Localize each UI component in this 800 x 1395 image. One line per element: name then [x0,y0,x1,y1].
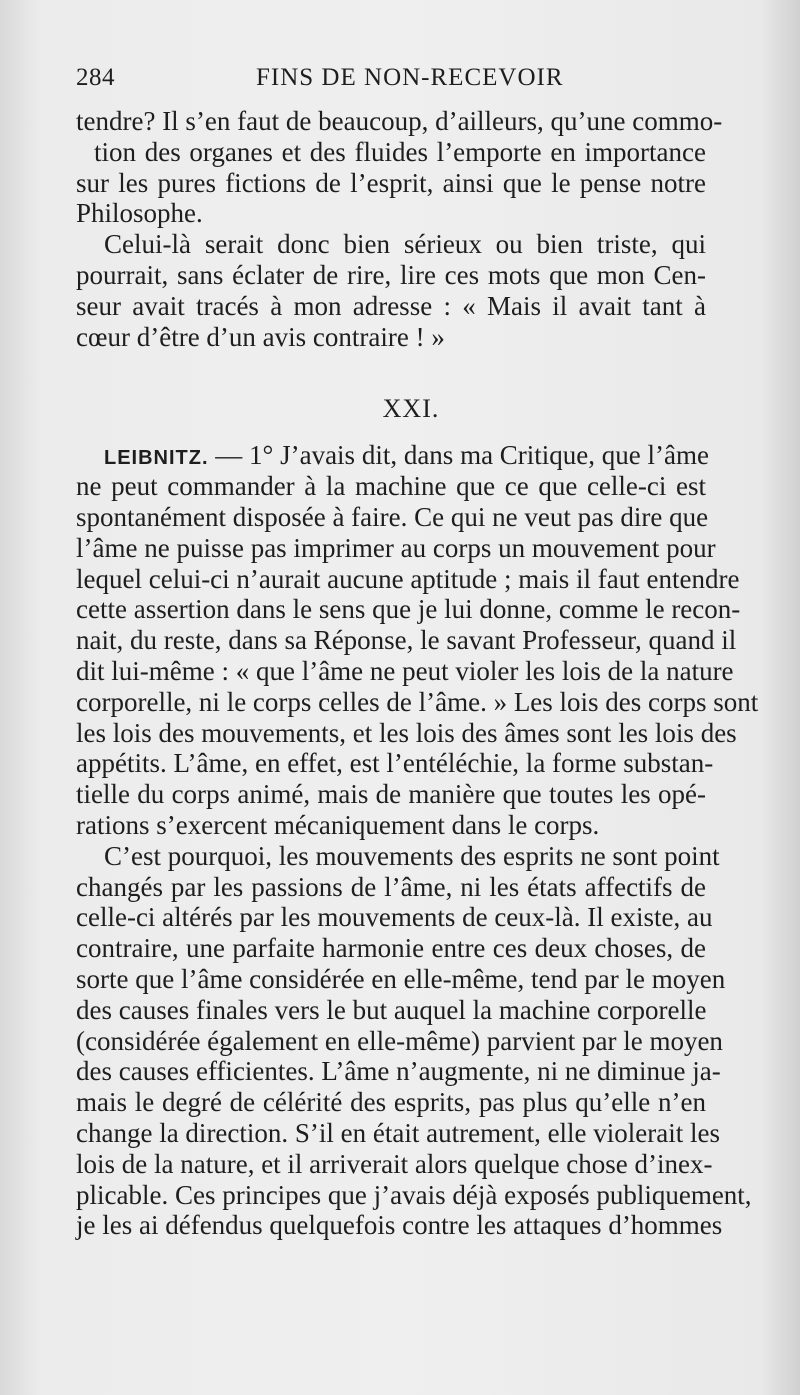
paragraph [76,440,759,840]
text-line: C’est pourquoi, les mouvements des esprits ne sont point [104,840,720,871]
text-line: Philosophe. [76,198,203,229]
text-line: lois de la nature, et il arriverait alors quelque chose d’inex- [76,1148,713,1179]
text-line: seur avait tracés à mon adresse : « Mais il avait tant à [76,290,706,321]
text-line: ne peut commander à la machine que ce que celle-ci est [76,471,706,502]
text-line: tendre? Il s’en faut de beaucoup, d’ailleurs, qu’une commo- [76,106,723,136]
text-segment: — 1° J’avais dit, dans ma Critique, que l’âme [208,440,709,471]
text-line: plicable. Ces principes que j’avais déjà exposés publiquement, [76,1179,752,1210]
page-number: 284 [76,64,115,91]
text-line: rations s’exercent mécaniquement dans le corps. [76,809,600,840]
text-line [76,440,709,471]
text-line: sorte que l’âme considérée en elle-même, tend par le moyen [76,963,726,994]
text-line: tielle du corps animé, mais de manière que toutes les opé- [76,779,706,810]
paragraph [76,106,723,229]
text-line: cœur d’être d’un avis contraire ! » [76,321,445,352]
text-line: change la direction. S’il en était autrement, elle violerait les [76,1117,720,1148]
text-line: lequel celui-ci n’aurait aucune aptitude ; mais il faut entendre [76,563,740,594]
text-line: spontanément disposée à faire. Ce qui ne veut pas dire que [76,501,709,532]
body-text [76,106,759,1241]
section-heading: XXI. [382,394,440,424]
text-line: je les ai défendus quelquefois contre les attaques d’hommes [76,1210,723,1241]
text-line: Celui-là serait donc bien sérieux ou bien triste, qui [104,229,706,260]
paragraph [76,840,752,1241]
running-head: FINS DE NON-RECEVOIR [256,64,564,91]
text-line: des causes finales vers le but auquel la machine corporelle [76,994,707,1025]
text-line: l’âme ne puisse pas imprimer au corps un mouvement pour [76,532,716,563]
text-line: celle-ci altérés par les mouvements de ceux-là. Il existe, au [76,902,713,933]
text-line: contraire, une parfaite harmonie entre ces deux choses, de [76,933,706,964]
text-line: mais le degré de célérité des esprits, pas plus qu’elle n’en [76,1087,706,1118]
text-line: des causes efficientes. L’âme n’augmente, ni ne diminue ja- [76,1056,721,1087]
text-line: nait, du reste, dans sa Réponse, le savant Professeur, quand il [76,625,737,656]
text-line: les lois des mouvements, et les lois des âmes sont les lois des [76,717,737,748]
paragraph [76,229,706,352]
text-line: sur les pures fictions de l’esprit, ainsi que le pense notre [76,167,706,198]
text-line: tion des organes et des fluides l’emporte en importance [94,136,706,167]
text-line: dit lui-même : « que l’âme ne peut violer les lois de la nature [76,655,734,686]
text-line: corporelle, ni le corps celles de l’âme. » Les lois des corps sont [76,686,759,717]
text-line: appétits. L’âme, en effet, est l’entéléchie, la forme substan- [76,748,714,779]
text-line: cette assertion dans le sens que je lui donne, comme le recon- [76,594,741,625]
text-line: changés par les passions de l’âme, ni les états affectifs de [76,871,706,902]
page-header [76,64,706,100]
speaker-name: LEIBNITZ. [104,447,209,470]
text-line: (considérée également en elle-même) parvient par le moyen [76,1025,723,1056]
text-line: pourrait, sans éclater de rire, lire ces mots que mon Cen- [76,259,706,290]
